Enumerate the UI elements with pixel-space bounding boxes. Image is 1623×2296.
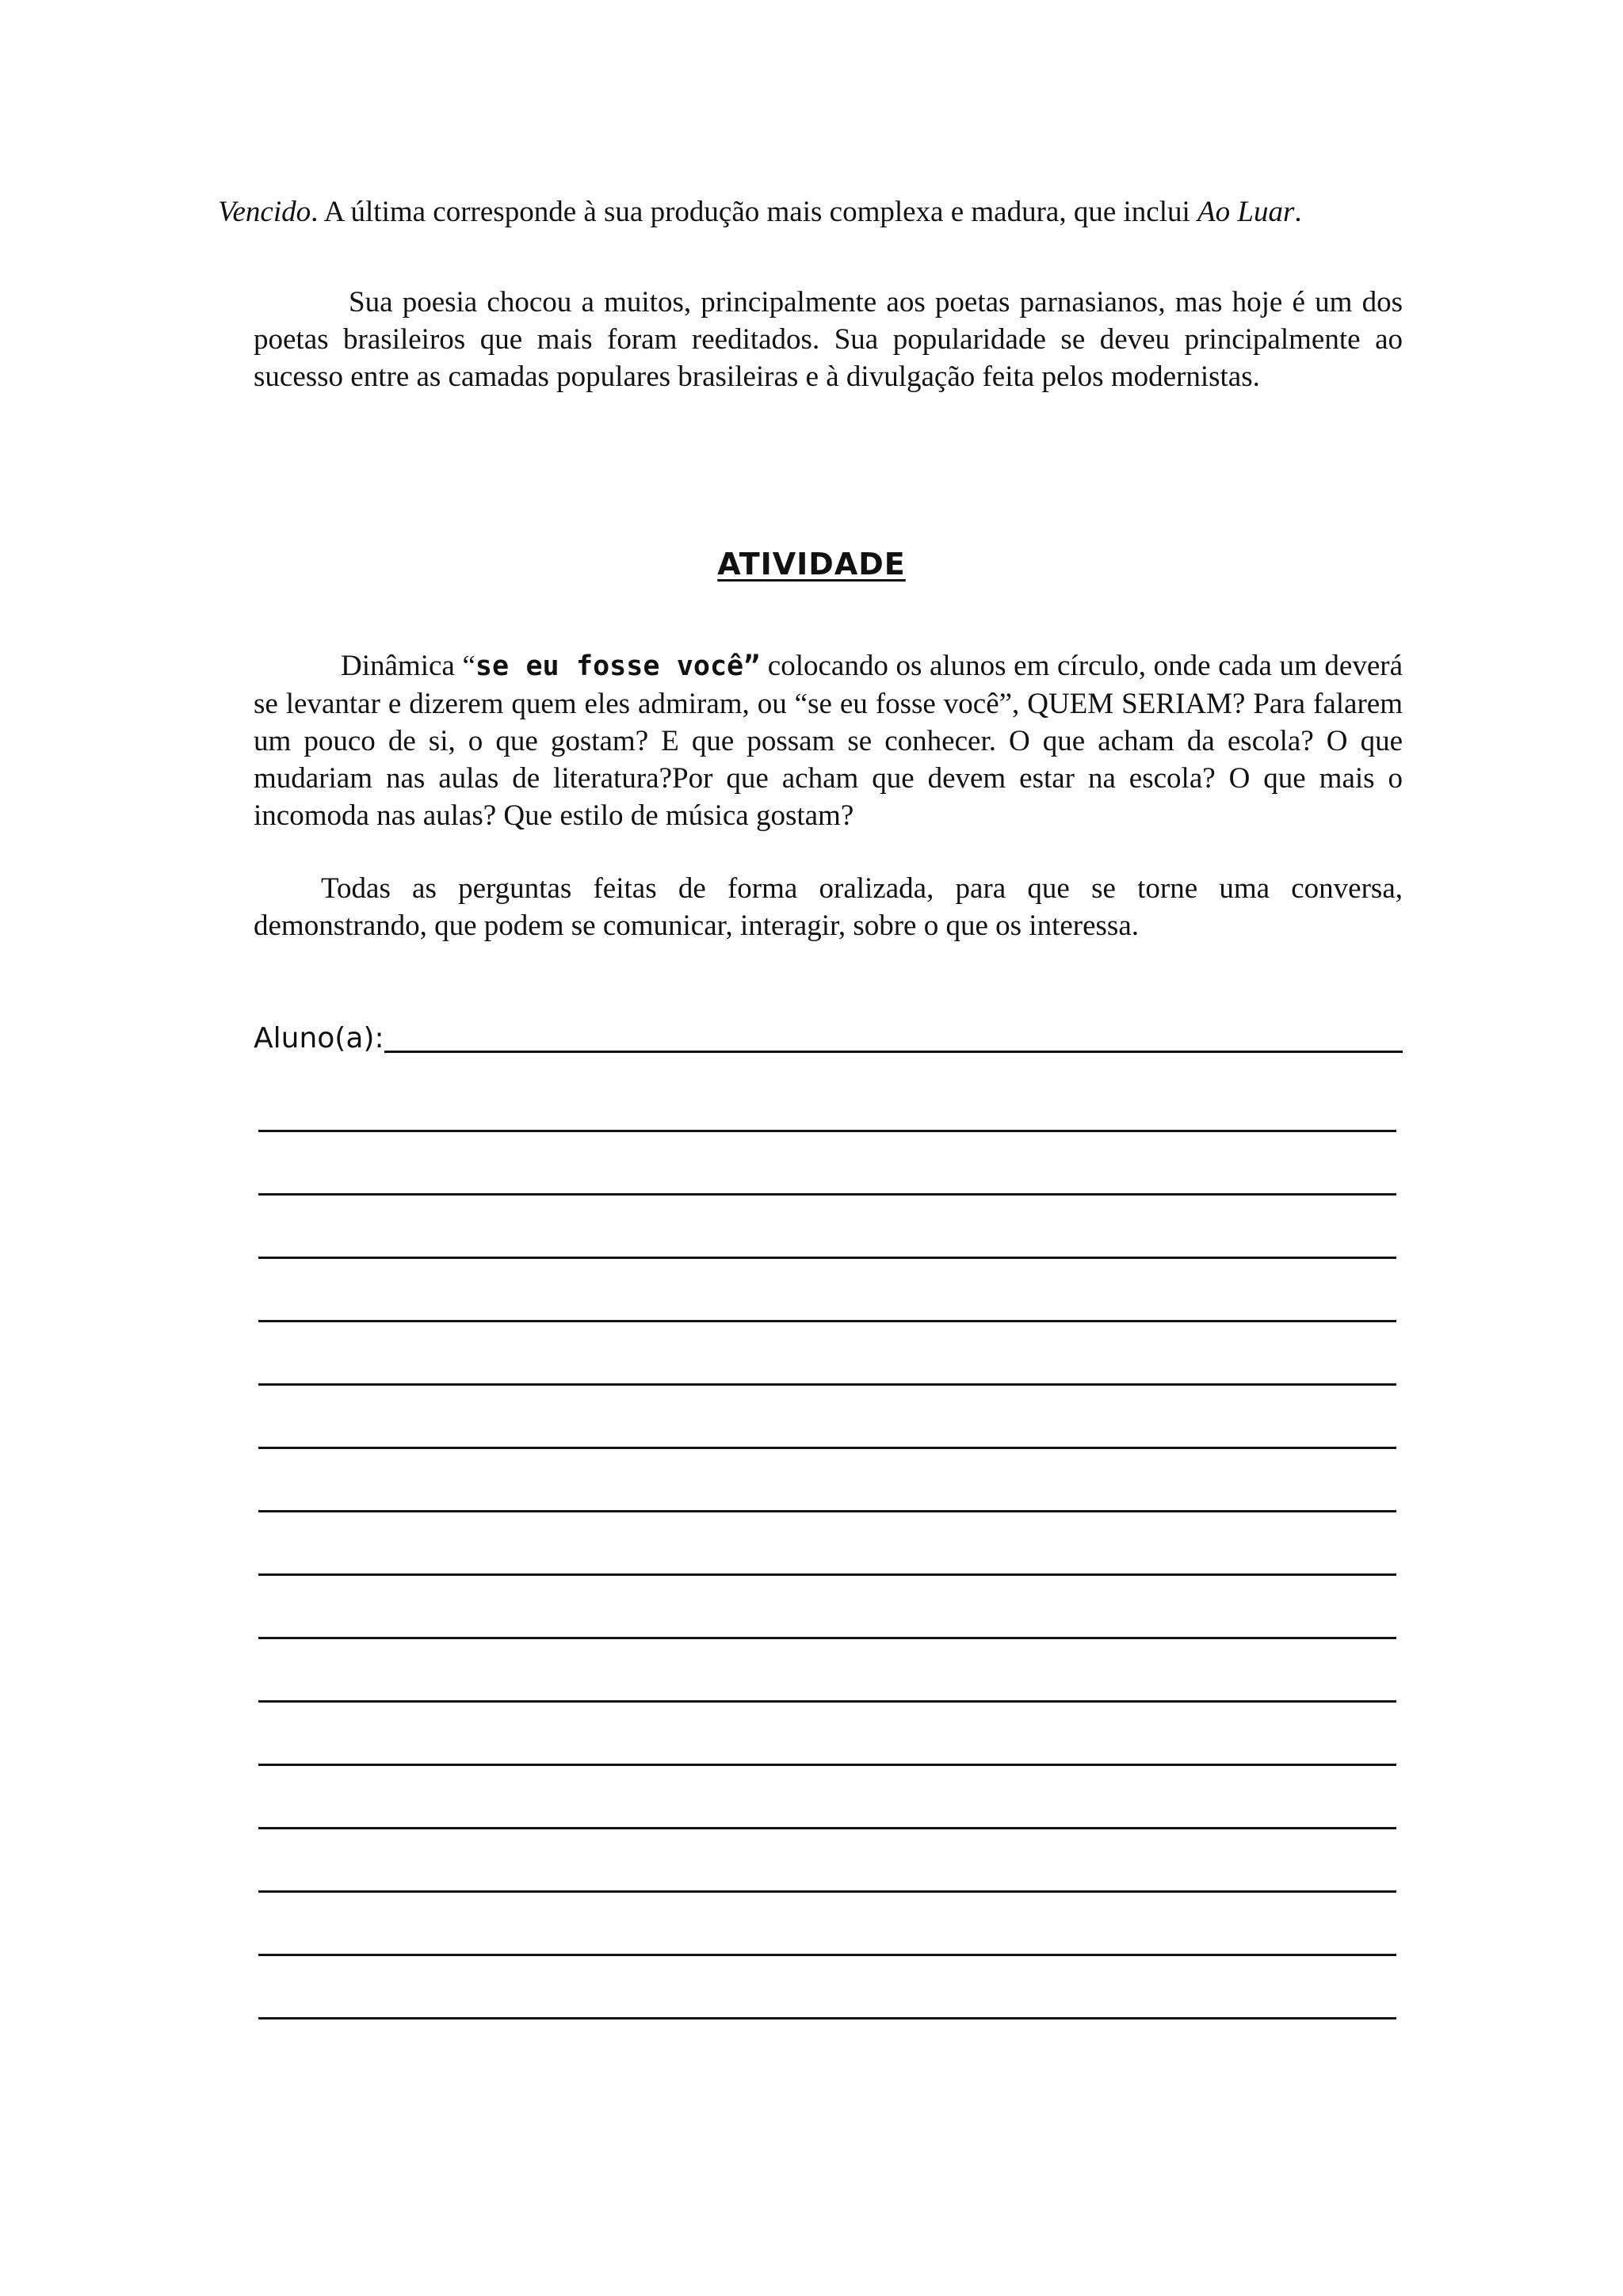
paragraph-activity-note: Todas as perguntas feitas de forma oralizada, para que se torne uma conversa, demonstrando, que podem se comunicar, interagir, sobre o que os interessa.: [254, 872, 1403, 942]
paragraph-poetry-reception: Sua poesia chocou a muitos, principalmente aos poetas parnasianos, mas hoje é um dos poetas brasileiros que mais foram reeditados. Sua popularidade se deveu principalmente ao sucesso entre as camadas populares brasileiras e à divulgação feita pelos modernistas.: [254, 286, 1403, 393]
activity-title: ATIVIDADE: [717, 547, 906, 582]
italic-work-title-ao-luar: Ao Luar: [1197, 196, 1295, 228]
answer-line[interactable]: [258, 1764, 1396, 1766]
paragraph-text: . A última corresponde à sua produção mais complexa e madura, que inclui: [311, 196, 1198, 228]
answer-line[interactable]: [258, 1890, 1396, 1893]
answer-line[interactable]: [258, 1573, 1396, 1576]
answer-line[interactable]: [258, 1193, 1396, 1196]
answer-line[interactable]: [258, 1954, 1396, 1956]
answer-line[interactable]: [258, 1637, 1396, 1639]
paragraph-activity-description: [254, 647, 1403, 834]
student-name-field[interactable]: [384, 1019, 1403, 1053]
paragraph-intro-end: [218, 193, 1403, 231]
answer-line[interactable]: [258, 1257, 1396, 1259]
answer-line[interactable]: [258, 1700, 1396, 1703]
student-name-row: [254, 1016, 1403, 1056]
paragraph-text: colocando os alunos em círculo, onde cada um deverá se levantar e dizerem quem eles admiram, ou “se eu fosse você”, QUEM SERIAM? Para falarem um pouco de si, o que gostam? E que possam se conhecer. O que acham da escola? O que mudariam nas aulas de literatura?Por que acham que devem estar na escola? O que mais o incomoda nas aulas? Que estilo de música gostam?: [254, 650, 1403, 832]
answer-line[interactable]: [258, 2017, 1396, 2019]
italic-work-title-vencido: Vencido: [218, 196, 311, 228]
answer-line[interactable]: [258, 1320, 1396, 1322]
dynamic-name-highlight: se eu fosse você”: [475, 650, 761, 682]
paragraph-text: Dinâmica “: [341, 650, 475, 682]
paragraph-text: .: [1294, 196, 1302, 228]
student-name-label: Aluno(a):: [254, 1022, 384, 1055]
answer-line[interactable]: [258, 1383, 1396, 1386]
answer-line[interactable]: [258, 1447, 1396, 1449]
answer-line[interactable]: [258, 1510, 1396, 1512]
answer-line[interactable]: [258, 1130, 1396, 1132]
answer-line[interactable]: [258, 1827, 1396, 1829]
